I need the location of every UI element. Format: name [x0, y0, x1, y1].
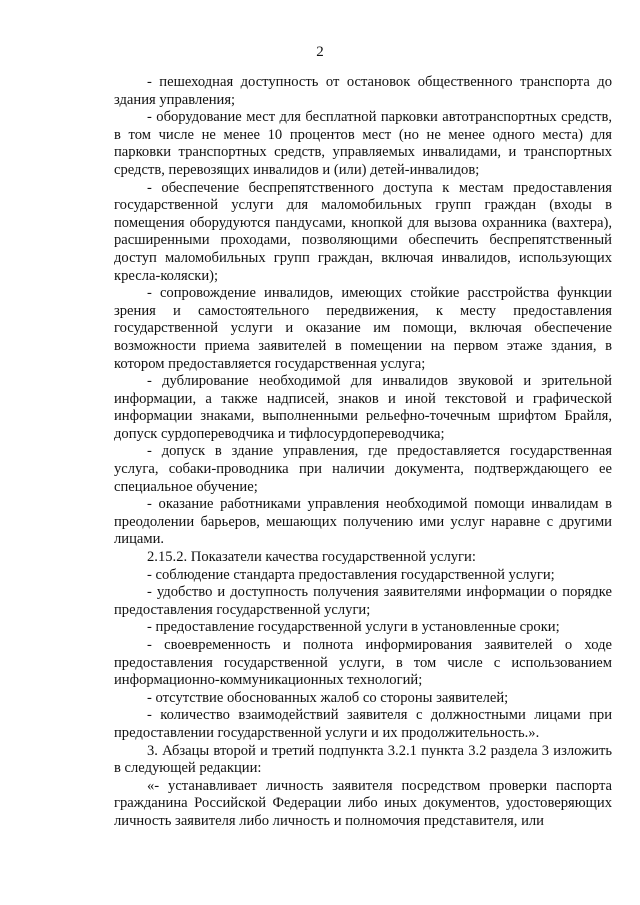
- paragraph: - соблюдение стандарта предоставления государственной услуги;: [147, 566, 555, 583]
- paragraph: «- устанавливает личность заявителя посредством проверки паспорта гражданина Российской Федерации либо иных документов, удостоверяющих личность заявителя либо личность и полномочия представителя, или: [114, 777, 612, 829]
- paragraph: - предоставление государственной услуги в установленные сроки;: [147, 619, 560, 636]
- paragraph: - дублирование необходимой для инвалидов звуковой и зрительной информации, а также надписей, знаков и иной текстовой и графической информации знаками, выполненными рельефно-точечным шрифтом Брайля, допуск сурдопереводчика и тифлосурдопереводчика;: [114, 373, 612, 442]
- paragraph: - пешеходная доступность от остановок общественного транспорта до здания управления;: [114, 74, 612, 108]
- paragraph: - количество взаимодействий заявителя с должностными лицами при предоставлении государственной услуги и их продолжительность.».: [114, 707, 612, 741]
- paragraph: - отсутствие обоснованных жалоб со стороны заявителей;: [147, 689, 509, 706]
- paragraph: - обеспечение беспрепятственного доступа к местам предоставления государственной услуги для маломобильных групп граждан (входы в помещения оборудуются пандусами, кнопкой для вызова охранника (вахтера), расширенными проходами, позволяющими обеспечить беспрепятственный доступ маломобильных групп граждан, включая инвалидов, использующих кресла-коляски);: [114, 179, 612, 284]
- paragraph: 3. Абзацы второй и третий подпункта 3.2.1 пункта 3.2 раздела 3 изложить в следующей редакции:: [114, 742, 612, 777]
- paragraph: - допуск в здание управления, где предоставляется государственная услуга, собаки-проводника при наличии документа, подтверждающего ее специальное обучение;: [114, 443, 612, 495]
- section-heading: 2.15.2. Показатели качества государственной услуги:: [147, 549, 476, 566]
- paragraph: - своевременность и полнота информирования заявителей о ходе предоставления государственной услуги, в том числе с использованием информационно-коммуникационных технологий;: [114, 637, 612, 689]
- paragraph: - сопровождение инвалидов, имеющих стойкие расстройства функции зрения и самостоятельного передвижения, к месту предоставления государственной услуги и оказание им помощи, включая обеспечение возможности приема заявителей в помещении на первом этаже здания, в котором предоставляется государственная услуга;: [114, 285, 612, 372]
- paragraph: - удобство и доступность получения заявителями информации о порядке предоставления государственной услуги;: [114, 584, 612, 618]
- document-body: [114, 74, 612, 831]
- page-number: 2: [316, 44, 324, 60]
- paragraph: - оборудование мест для бесплатной парковки автотранспортных средств, в том числе не менее 10 процентов мест (но не менее одного места) для парковки транспортных средств, управляемых инвалидами, и транспортных средств, перевозящих инвалидов и (или) детей-инвалидов;: [114, 109, 612, 178]
- paragraph: - оказание работниками управления необходимой помощи инвалидам в преодолении барьеров, мешающих получению ими услуг наравне с другими лицами.: [114, 496, 612, 548]
